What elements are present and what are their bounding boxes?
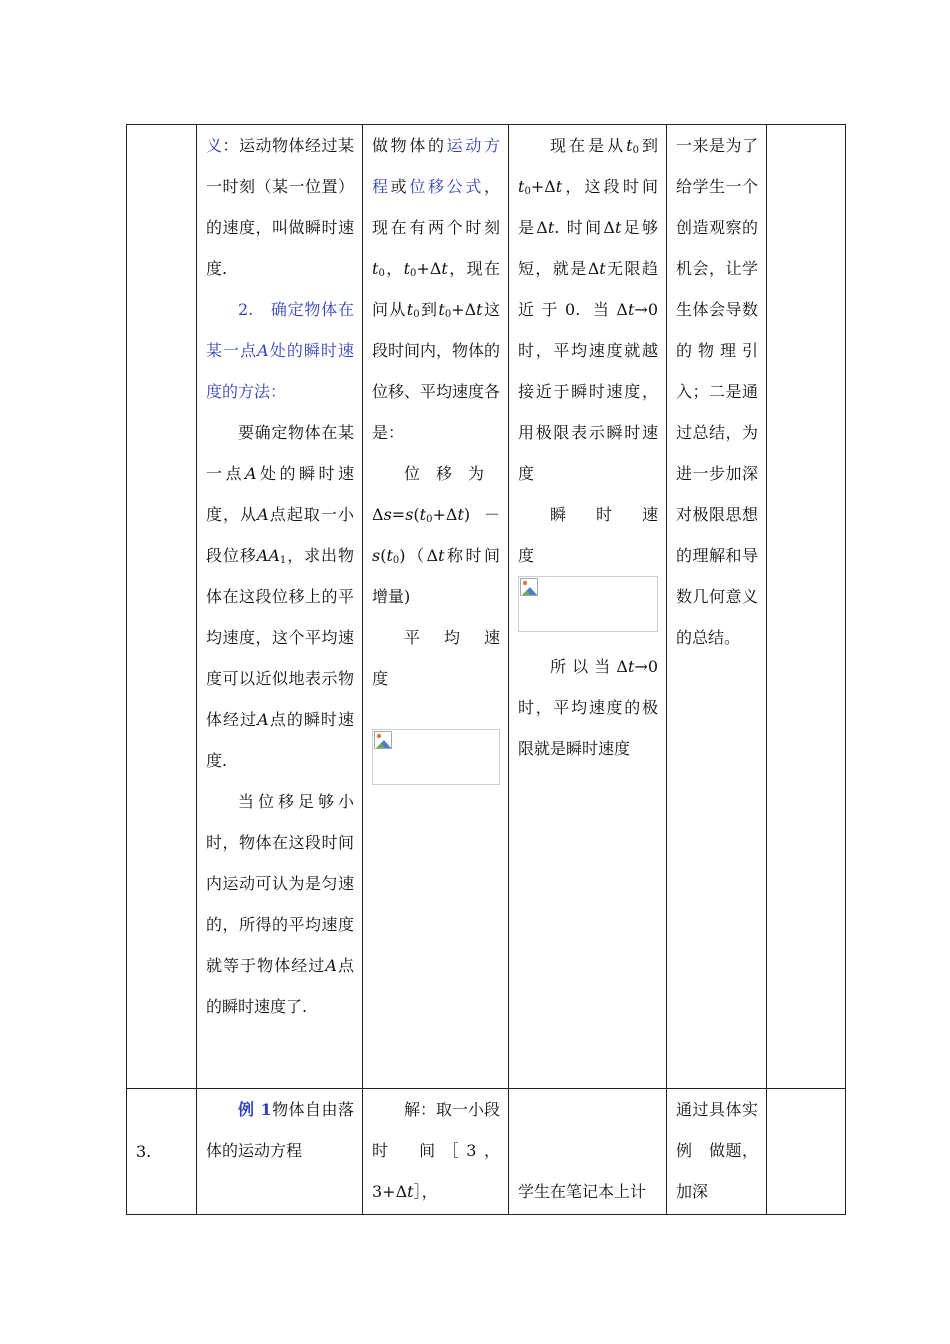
method-paragraph: 要确定物体在某一点A处的瞬时速度，从A点起取一小段位移$AA_1$，求出物体在这段位移上的平均速度，这个平均速度可以近似地表示物体经过A点的瞬时速度. <box>206 423 354 770</box>
displacement-label: 位 移 为 <box>404 464 485 483</box>
number-cell: 3. <box>127 1089 197 1215</box>
notes-cell <box>767 125 846 1089</box>
teacher-intro-paragraph: 做物体的运动方程或位移公式，现在有两个时刻$t_0$，$t_0+\Delta t$，现在问从$t_0$到$t_0+\Delta t$这段时间内，物体的位移、平均速度各是： <box>372 136 501 442</box>
student-activity-cell <box>509 125 675 1089</box>
notes-cell <box>767 1089 846 1215</box>
instantaneous-velocity-label: 瞬 时 速 度 <box>518 505 675 565</box>
average-velocity-label: 平 均 速 度 <box>372 628 517 688</box>
student-explanation-paragraph: 现在是从$t_0$到$t_0+\Delta t$，这段时间是Δt. 时间Δt足够短，就是Δt无限趋近于0. 当Δt→0时，平均速度就越接近于瞬时速度，用极限表示瞬时速度 <box>518 136 658 483</box>
student-activity-cell <box>509 1089 667 1215</box>
student-calc-text: 学生在笔记本上计 <box>518 1182 647 1201</box>
table-row <box>127 125 846 1089</box>
solution-paragraph: 解：取一小段 时 间［3，3+Δt］， <box>372 1100 517 1201</box>
displacement-formula-link[interactable]: 位移公式 <box>409 177 484 196</box>
design-purpose-cell <box>667 125 767 1089</box>
instantaneous-velocity-formula-image <box>518 576 658 632</box>
teacher-activity-cell <box>363 1089 517 1215</box>
lesson-plan-table <box>126 124 846 1215</box>
design-purpose-text: 一来是为了给学生一个创造观察的机会，让学生体会导数的物理引入；二是通过总结，为进一步加深对极限思想的理解和导数几何意义的总结。 <box>676 136 758 647</box>
limit-conclusion-paragraph: 所以当Δt→0时，平均速度的极限就是瞬时速度 <box>518 657 658 758</box>
design-purpose-text: 通过具体实 例 做题，加深 <box>676 1100 775 1201</box>
conclusion-paragraph: 当位移足够小时，物体在这段时间内运动可认为是匀速的，所得的平均速度就等于物体经过A点的瞬时速度了. <box>206 792 354 1016</box>
table-row <box>127 1089 846 1215</box>
definition-paragraph: 义：运动物体经过某一时刻（某一位置）的速度，叫做瞬时速度. <box>206 136 354 278</box>
content-cell <box>197 1089 363 1215</box>
number-cell <box>127 125 197 1089</box>
average-velocity-formula-image <box>372 729 500 785</box>
displacement-formula: $\Delta s=s(t_0+\Delta t) -s(t_0)(\Delta t$称时间增量) <box>372 505 500 606</box>
content-cell <box>197 125 363 1089</box>
broken-image-icon <box>374 731 392 749</box>
section-heading: 2. 确定物体在某一点A处的瞬时速度的方法： <box>206 300 354 401</box>
broken-image-icon <box>520 578 538 596</box>
motion-equation-link[interactable]: 运动方程 <box>372 136 500 196</box>
example-paragraph: 例 1物体自由落体的运动方程 <box>206 1100 354 1160</box>
teacher-activity-cell <box>363 125 517 1089</box>
design-purpose-cell <box>667 1089 775 1215</box>
